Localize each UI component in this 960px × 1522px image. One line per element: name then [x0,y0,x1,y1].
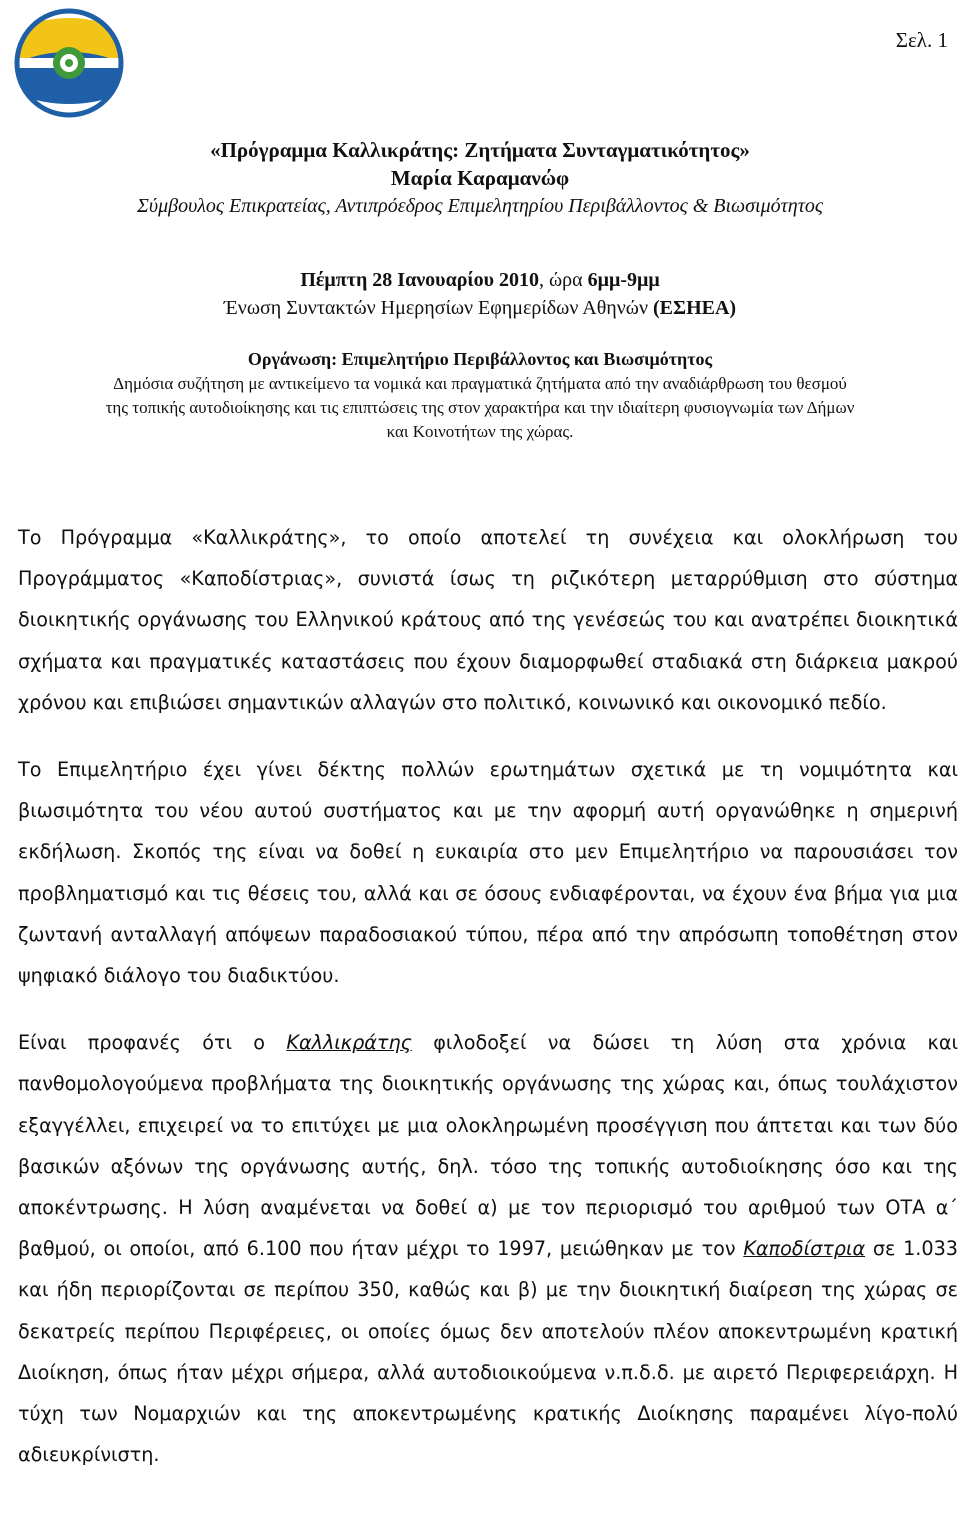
author-role: Σύμβουλος Επικρατείας, Αντιπρόεδρος Επιμελητηρίου Περιβάλλοντος & Βιωσιμότητος [137,195,823,217]
event-venue [0,294,960,322]
event-time-prefix: , ώρα [539,269,588,291]
paragraph-2: Το Επιμελητήριο έχει γίνει δέκτης πολλών ερωτημάτων σχετικά με τη νομιμότητα και βιωσιμότητα του νέου αυτού συστήματος και με την αφορμή αυτή οργανώθηκε η σημερινή εκδήλωση. Σκοπός της είναι να δοθεί η ευκαιρία στο μεν Επιμελητήριο να παρουσιάσει τον προβληματισμό και τις θέσεις του, αλλά και σε όσους ενδιαφέρονται, να έχουν ένα βήμα για μια ζωντανή ανταλλαγή απόψεων παραδοσιακού τύπου, πέρα από την απρόσωπη τοποθέτηση στον ψηφιακό διάλογο του διαδικτύου. [18,758,958,988]
event-details [0,266,960,322]
event-datetime [0,266,960,294]
event-time: 6μμ-9μμ [587,269,660,291]
p3-text-c: σε 1.033 και ήδη περιορίζονται σε περίπου 350, καθώς και β) με την διοικητική διαίρεση της χώρας σε δεκατρείς περίπου Περιφέρειες, οι οποίες όμως δεν αποτελούν πλέον αποκεντρωμένη κρατική Διοίκηση, όπως ήταν μέχρι σήμερα, αλλά αυτοδιοικούμενα ν.π.δ.δ. με αιρετό Περιφερειάρχη. Η τύχη των Νομαρχιών και της αποκεντρωμένης κρατικής Διοίκησης παραμένει λίγο-πολύ αδιευκρίνιστη. [18,1237,958,1467]
paragraph-1: Το Πρόγραμμα «Καλλικράτης», το οποίο αποτελεί τη συνέχεια και ολοκλήρωση του Προγράμματος «Καποδίστριας», συνιστά ίσως τη ριζικότερη μεταρρύθμιση στο σύστημα διοικητικής οργάνωσης του Ελληνικού κράτους από της γενέσεώς του και ανατρέπει διοικητικά σχήματα και πραγματικές καταστάσεις που έχουν διαμορφωθεί σταδιακά στη διάρκεια μακρού χρόνου και επιβιώσει σημαντικών αλλαγών στο πολιτικό, κοινωνικό και οικονομικό πεδίο. [18,526,958,714]
page-number: Σελ. 1 [895,28,948,52]
event-date: Πέμπτη 28 Ιανουαρίου 2010 [300,269,540,291]
venue-abbr: (ΕΣΗΕΑ) [653,297,737,319]
p3-kallikratis: Καλλικράτης [286,1031,412,1055]
venue-name: Ένωση Συντακτών Ημερησίων Εφημερίδων Αθηνών [223,297,653,319]
p3-text-a: Είναι προφανές ότι ο [18,1031,287,1055]
organization-block [0,346,960,444]
document-title: «Πρόγραμμα Καλλικράτης: Ζητήματα Συνταγματικότητος» [210,138,750,162]
document-body [18,517,958,1501]
document-header [0,136,960,220]
organization-logo [14,8,124,118]
event-description: Δημόσια συζήτηση με αντικείμενο τα νομικά και πραγματικά ζητήματα από την αναδιάρθρωση του θεσμού της τοπικής αυτοδιοίκησης και τις επιπτώσεις της στον χαρακτήρα και την ιδιαίτερη φυσιογνωμία των Δήμων και Κοινοτήτων της χώρας. [105,374,855,441]
paragraph-3 [18,1022,958,1475]
organizer-line: Οργάνωση: Επιμελητήριο Περιβάλλοντος και Βιωσιμότητος [247,349,713,369]
p3-text-b: φιλοδοξεί να δώσει τη λύση στα χρόνια και πανθομολογούμενα προβλήματα της διοικητικής οργάνωσης της χώρας και, όπως τουλάχιστον εξαγγέλλει, επιχειρεί να το επιτύχει με μια ολοκληρωμένη προσέγγιση που άπτεται και των δύο βασικών αξόνων της οργάνωσης αυτής, δηλ. τόσο της τοπικής αυτοδιοίκησης όσο και της αποκέντρωσης. Η λύση αναμένεται να δοθεί α) με τον περιορισμό του αριθμού των ΟΤΑ α΄ βαθμού, οι οποίοι, από 6.100 που ήταν μέχρι το 1997, μειώθηκαν με τον [18,1031,958,1261]
author-name: Μαρία Καραμανώφ [390,166,570,190]
p3-kapodistrias: Καποδίστρια [743,1237,866,1261]
